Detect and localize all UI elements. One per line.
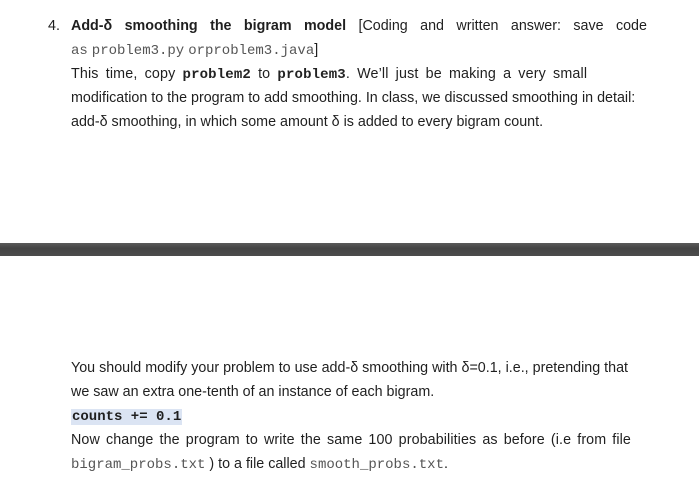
heading-word: answer: (510, 18, 561, 34)
as-word: as (71, 43, 88, 59)
filename-smooth-probs: smooth_probs.txt (309, 457, 444, 473)
paragraph-line: add-δ smoothing, in which some amount δ is added to every bigram count. (71, 114, 544, 130)
filename-bigram-probs: bigram_probs.txt (71, 457, 206, 473)
filename-java: problem3.java (205, 43, 315, 59)
filename-py: problem3.py (91, 43, 185, 59)
title-word: bigram (243, 18, 292, 34)
title-word: Add-δ smoothing (71, 18, 198, 34)
or-word: or (188, 43, 206, 59)
copy-text: This time, copy (71, 66, 176, 82)
heading-word: and (420, 18, 444, 34)
period: . (443, 456, 448, 472)
paragraph-line: Now change the program to write the same 100 probabilities as before (i.e from file (71, 432, 631, 448)
heading-word: code (615, 18, 647, 34)
code-problem2: problem2 (182, 67, 251, 83)
heading-word: written (456, 18, 499, 34)
code-snippet: counts += 0.1 (72, 409, 182, 425)
file-names-line (71, 38, 647, 63)
paragraph-line: modification to the program to add smoothing. In class, we discussed smoothing in detail: (71, 90, 636, 106)
close-bracket: ] (314, 42, 319, 58)
copy-text-rest: . We’ll just be making a very small (345, 66, 588, 82)
title-word: the (210, 18, 232, 34)
copy-instruction-line (71, 62, 647, 87)
item-number: 4. (48, 18, 60, 34)
section-divider (0, 243, 699, 256)
paragraph-line: You should modify your problem to use add-δ smoothing with δ=0.1, i.e., pretending that (71, 360, 629, 376)
output-file-line (71, 452, 647, 477)
to-word: to (258, 66, 271, 82)
code-problem3: problem3 (277, 67, 346, 83)
title-word: model (303, 18, 347, 34)
item-heading-line (71, 14, 647, 38)
heading-word: [Coding (358, 18, 408, 34)
code-line (71, 404, 647, 429)
line-text: ) to a file called (209, 456, 306, 472)
heading-word: save (573, 18, 604, 34)
paragraph-line: we saw an extra one-tenth of an instance of each bigram. (71, 384, 435, 400)
